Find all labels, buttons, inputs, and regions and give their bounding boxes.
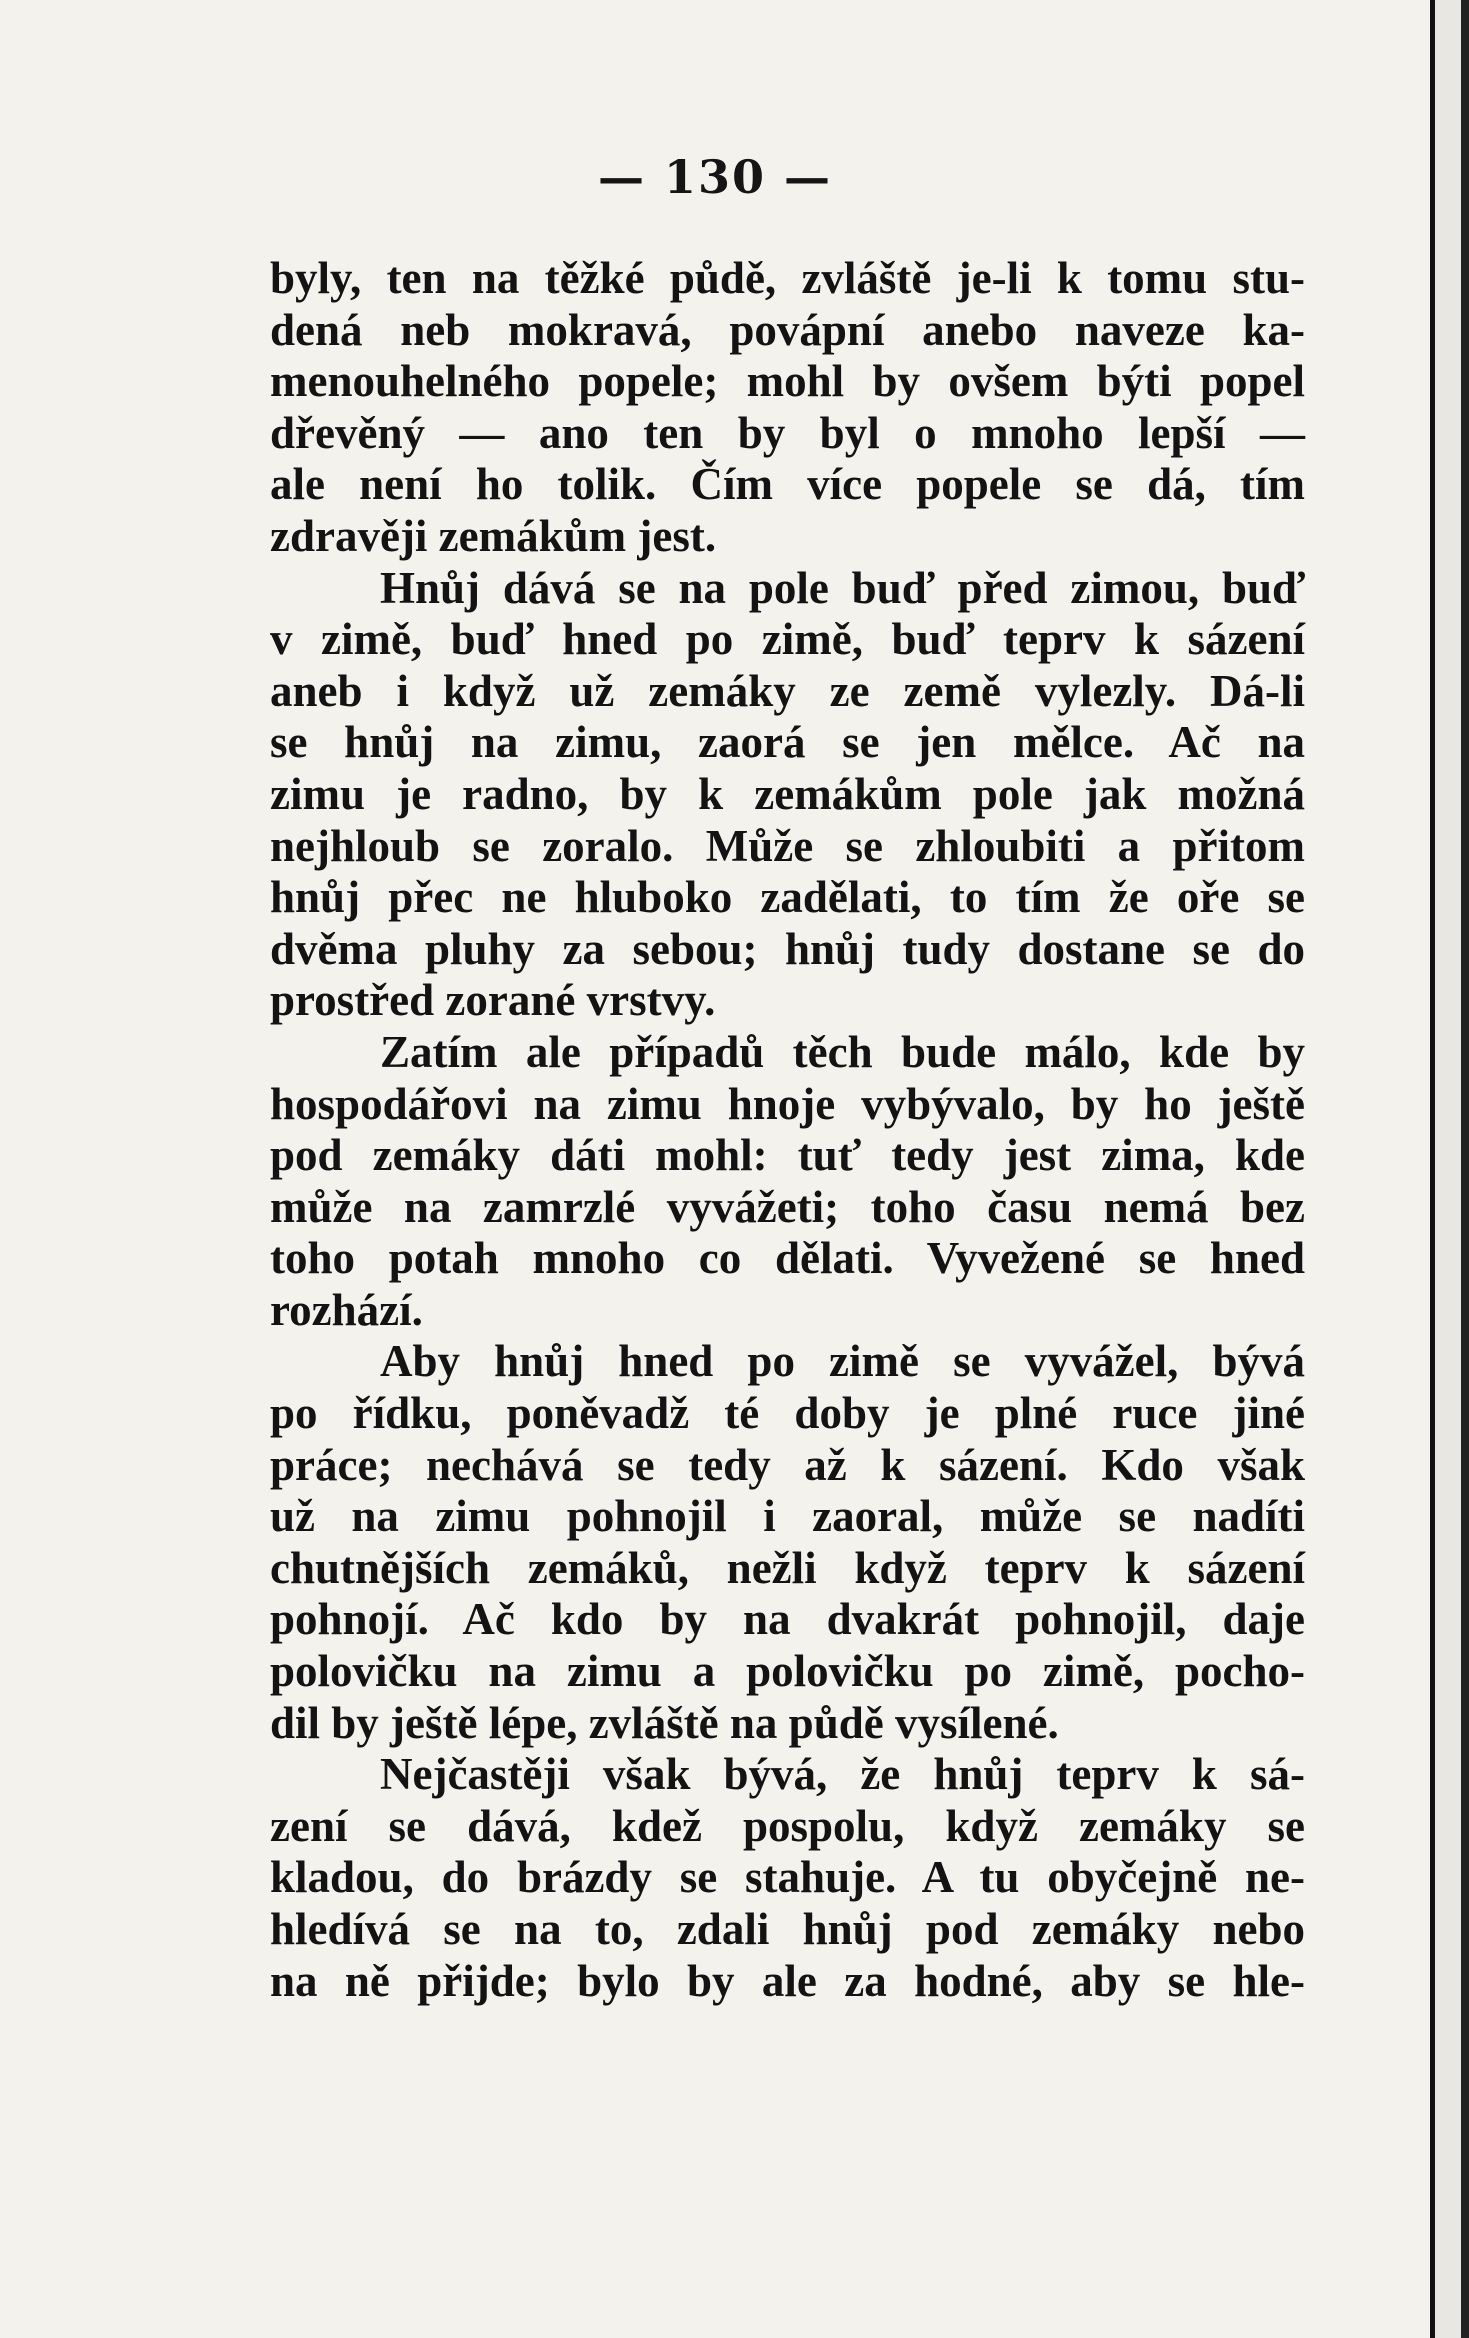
text-line: hnůj přec ne hluboko zadělati, to tím že oře se: [270, 872, 1305, 923]
text-line: se hnůj na zimu, zaorá se jen mělce. Ač na: [270, 717, 1305, 768]
text-line: hospodářovi na zimu hnoje vybývalo, by ho ještě: [270, 1078, 1305, 1129]
text-line: polovičku na zimu a polovičku po zimě, pocho-: [270, 1646, 1305, 1697]
text-line: dená neb mokravá, povápní anebo naveze ka-: [270, 304, 1305, 355]
text-line: dil by ještě lépe, zvláště na půdě vysílené.: [270, 1697, 1059, 1748]
text-line: zení se dává, kdež pospolu, když zemáky se: [270, 1800, 1305, 1851]
text-line: aneb i když už zemáky ze země vylezly. Dá-li: [270, 665, 1305, 716]
body-text: [270, 253, 1305, 2007]
page-number: — 130 —: [597, 150, 833, 204]
text-line: dvěma pluhy za sebou; hnůj tudy dostane se do: [270, 923, 1305, 974]
text-line: byly, ten na těžké půdě, zvláště je-li k tomu stu-: [270, 253, 1305, 303]
text-line: zdravěji zemákům jest.: [270, 510, 717, 561]
text-line: chutnějších zemáků, nežli když teprv k sázení: [270, 1542, 1305, 1593]
text-line: po řídku, poněvadž té doby je plné ruce jiné: [270, 1388, 1305, 1439]
text-line: pod zemáky dáti mohl: tuť tedy jest zima, kde: [270, 1130, 1305, 1181]
text-line: zimu je radno, by k zemákům pole jak možná: [270, 768, 1305, 819]
text-line: pohnojí. Ač kdo by na dvakrát pohnojil, daje: [270, 1594, 1305, 1645]
text-line: kladou, do brázdy se stahuje. A tu obyčejně ne-: [270, 1852, 1305, 1903]
text-line: práce; nechává se tedy až k sázení. Kdo však: [270, 1439, 1305, 1490]
text-line: dřevěný — ano ten by byl o mnoho lepší —: [270, 407, 1305, 458]
text-line: může na zamrzlé vyvážeti; toho času nemá bez: [270, 1181, 1305, 1232]
text-line: v zimě, buď hned po zimě, buď teprv k sázení: [270, 614, 1305, 665]
text-line: menouhelného popele; mohl by ovšem býti popel: [270, 356, 1305, 407]
text-line: rozhází.: [270, 1284, 423, 1335]
text-line: toho potah mnoho co dělati. Vyvežené se hned: [270, 1233, 1305, 1284]
text-line: už na zimu pohnojil i zaoral, může se nadíti: [270, 1491, 1305, 1542]
text-line: ale není ho tolik. Čím více popele se dá, tím: [270, 459, 1305, 510]
text-line: Nejčastěji však bývá, že hnůj teprv k sá-: [380, 1749, 1305, 1800]
text-line: hledívá se na to, zdali hnůj pod zemáky nebo: [270, 1904, 1305, 1954]
text-line: na ně přijde; bylo by ale za hodné, aby se hle-: [270, 1955, 1305, 2006]
text-line: Zatím ale případů těch bude málo, kde by: [380, 1026, 1305, 1077]
text-line: nejhloub se zoralo. Může se zhloubiti a přitom: [270, 820, 1305, 871]
text-line: Hnůj dává se na pole buď před zimou, buď: [380, 562, 1305, 613]
text-line: Aby hnůj hned po zimě se vyvážel, bývá: [380, 1336, 1305, 1387]
scan-right-edge: [1430, 0, 1469, 2338]
text-line: prostřed zorané vrstvy.: [270, 975, 716, 1026]
